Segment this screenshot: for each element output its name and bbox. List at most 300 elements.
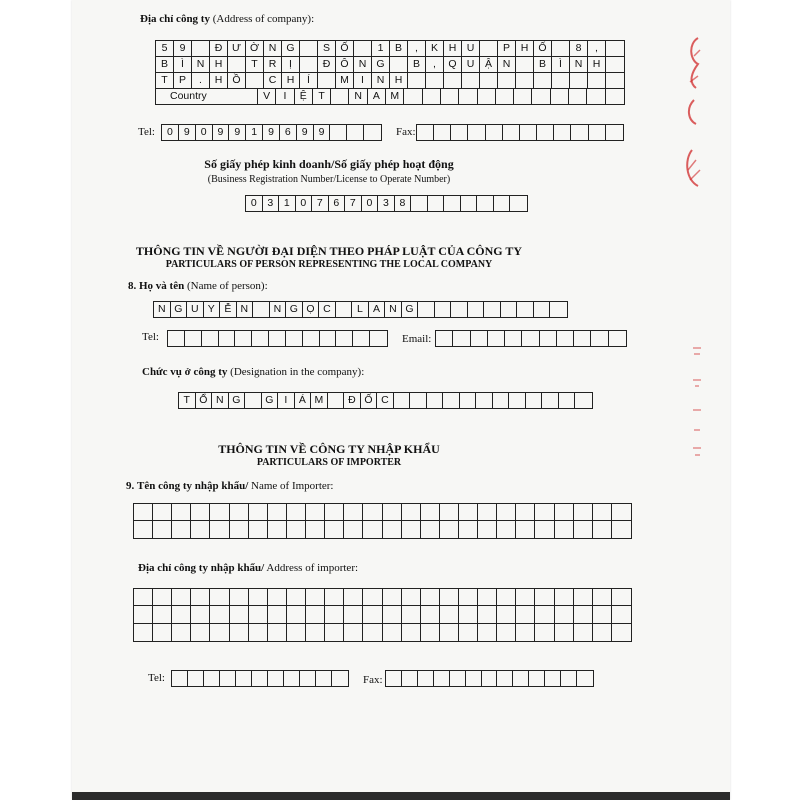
char-cell[interactable]: 0 <box>362 196 379 211</box>
char-cell[interactable]: T <box>156 73 174 88</box>
char-cell[interactable] <box>394 393 411 408</box>
char-cell[interactable] <box>434 125 451 140</box>
grid-cell[interactable] <box>440 606 459 623</box>
char-cell[interactable] <box>300 41 318 56</box>
char-cell[interactable] <box>509 393 526 408</box>
grid-cell[interactable] <box>230 521 249 538</box>
char-cell[interactable]: Ậ <box>480 57 498 72</box>
char-cell[interactable]: 0 <box>162 125 179 140</box>
license-field[interactable] <box>245 195 528 212</box>
char-cell[interactable]: Ờ <box>246 41 264 56</box>
grid-cell[interactable] <box>268 624 287 641</box>
char-cell[interactable]: 9 <box>229 125 246 140</box>
char-cell[interactable] <box>354 41 372 56</box>
char-cell[interactable]: N <box>385 302 402 317</box>
char-cell[interactable] <box>542 393 559 408</box>
grid-cell[interactable] <box>325 504 344 521</box>
char-cell[interactable]: N <box>372 73 390 88</box>
grid-cell[interactable] <box>249 521 268 538</box>
grid-cell[interactable] <box>325 521 344 538</box>
char-cell[interactable] <box>480 41 498 56</box>
char-cell[interactable] <box>493 393 510 408</box>
grid-cell[interactable] <box>325 606 344 623</box>
char-cell[interactable]: I <box>354 73 372 88</box>
grid-cell[interactable] <box>555 606 574 623</box>
char-cell[interactable]: C <box>319 302 336 317</box>
grid-cell[interactable] <box>440 504 459 521</box>
grid-cell[interactable] <box>612 606 631 623</box>
grid-cell[interactable] <box>478 521 497 538</box>
char-cell[interactable]: Ố <box>361 393 378 408</box>
grid-cell[interactable] <box>383 624 402 641</box>
grid-cell[interactable] <box>191 589 210 606</box>
grid-cell[interactable] <box>440 521 459 538</box>
char-cell[interactable] <box>532 89 550 104</box>
char-cell[interactable] <box>510 196 527 211</box>
grid-cell[interactable] <box>306 589 325 606</box>
char-cell[interactable]: H <box>282 73 300 88</box>
char-cell[interactable] <box>486 125 503 140</box>
char-cell[interactable] <box>428 196 445 211</box>
char-cell[interactable] <box>468 302 485 317</box>
char-cell[interactable] <box>192 41 210 56</box>
char-cell[interactable]: N <box>498 57 516 72</box>
char-cell[interactable]: S <box>318 41 336 56</box>
address-line-1[interactable] <box>155 40 625 57</box>
grid-cell[interactable] <box>516 606 535 623</box>
grid-cell[interactable] <box>191 521 210 538</box>
grid-cell[interactable] <box>287 521 306 538</box>
grid-cell[interactable] <box>421 589 440 606</box>
char-cell[interactable] <box>188 671 204 686</box>
grid-cell[interactable] <box>306 521 325 538</box>
char-cell[interactable] <box>501 302 518 317</box>
char-cell[interactable] <box>503 125 520 140</box>
grid-cell[interactable] <box>459 504 478 521</box>
grid-cell[interactable] <box>344 606 363 623</box>
grid-cell[interactable] <box>459 589 478 606</box>
grid-cell[interactable] <box>383 504 402 521</box>
grid-cell[interactable] <box>153 606 172 623</box>
grid-cell[interactable] <box>497 521 516 538</box>
tel-field[interactable] <box>161 124 382 141</box>
char-cell[interactable]: Q <box>444 57 462 72</box>
char-cell[interactable] <box>471 331 488 346</box>
char-cell[interactable] <box>443 393 460 408</box>
char-cell[interactable] <box>505 331 522 346</box>
char-cell[interactable] <box>386 671 402 686</box>
grid-cell[interactable] <box>516 589 535 606</box>
grid-cell[interactable] <box>459 521 478 538</box>
grid-cell[interactable] <box>344 589 363 606</box>
importer-name-grid[interactable] <box>133 503 632 539</box>
char-cell[interactable] <box>252 671 268 686</box>
char-cell[interactable] <box>606 73 624 88</box>
char-cell[interactable] <box>336 331 353 346</box>
char-cell[interactable] <box>441 89 459 104</box>
char-cell[interactable] <box>245 393 262 408</box>
grid-cell[interactable] <box>363 624 382 641</box>
grid-cell[interactable] <box>249 504 268 521</box>
grid-cell[interactable] <box>574 624 593 641</box>
char-cell[interactable] <box>498 73 516 88</box>
char-cell[interactable] <box>318 73 336 88</box>
char-cell[interactable]: T <box>313 89 331 104</box>
char-cell[interactable] <box>561 671 577 686</box>
char-cell[interactable] <box>204 671 220 686</box>
char-cell[interactable] <box>513 671 529 686</box>
grid-cell[interactable] <box>421 504 440 521</box>
char-cell[interactable]: H <box>210 57 228 72</box>
grid-cell[interactable] <box>191 504 210 521</box>
grid-cell[interactable] <box>325 624 344 641</box>
char-cell[interactable]: L <box>352 302 369 317</box>
char-cell[interactable]: 9 <box>174 41 192 56</box>
char-cell[interactable] <box>220 671 236 686</box>
char-cell[interactable]: Í <box>300 73 318 88</box>
grid-cell[interactable] <box>402 521 421 538</box>
address-line-3[interactable] <box>155 72 625 89</box>
grid-cell[interactable] <box>516 504 535 521</box>
char-cell[interactable]: 7 <box>312 196 329 211</box>
char-cell[interactable] <box>328 393 345 408</box>
char-cell[interactable] <box>185 331 202 346</box>
char-cell[interactable]: Ố <box>534 41 552 56</box>
char-cell[interactable]: M <box>386 89 404 104</box>
char-cell[interactable] <box>353 331 370 346</box>
char-cell[interactable] <box>488 331 505 346</box>
char-cell[interactable]: G <box>282 41 300 56</box>
grid-cell[interactable] <box>210 606 229 623</box>
grid-cell[interactable] <box>210 624 229 641</box>
person-email-field[interactable] <box>435 330 627 347</box>
grid-cell[interactable] <box>421 521 440 538</box>
char-cell[interactable] <box>300 671 316 686</box>
char-cell[interactable]: 0 <box>196 125 213 140</box>
grid-cell[interactable] <box>440 624 459 641</box>
char-cell[interactable] <box>435 302 452 317</box>
grid-cell[interactable] <box>306 504 325 521</box>
char-cell[interactable] <box>228 57 246 72</box>
grid-cell[interactable] <box>268 521 287 538</box>
grid-cell[interactable] <box>363 521 382 538</box>
person-tel-field[interactable] <box>167 330 388 347</box>
grid-cell[interactable] <box>574 589 593 606</box>
char-cell[interactable]: Ổ <box>196 393 213 408</box>
char-cell[interactable] <box>514 89 532 104</box>
char-cell[interactable]: B <box>408 57 426 72</box>
char-cell[interactable]: Ồ <box>228 73 246 88</box>
char-cell[interactable]: I <box>278 393 295 408</box>
char-cell[interactable] <box>450 671 466 686</box>
grid-cell[interactable] <box>172 504 191 521</box>
grid-cell[interactable] <box>153 504 172 521</box>
char-cell[interactable] <box>460 393 477 408</box>
char-cell[interactable]: C <box>264 73 282 88</box>
char-cell[interactable]: Ọ <box>303 302 320 317</box>
char-cell[interactable] <box>410 393 427 408</box>
char-cell[interactable]: M <box>311 393 328 408</box>
grid-cell[interactable] <box>287 589 306 606</box>
char-cell[interactable]: 0 <box>296 196 313 211</box>
grid-cell[interactable] <box>344 624 363 641</box>
person-name-field[interactable] <box>153 301 568 318</box>
grid-cell[interactable] <box>612 624 631 641</box>
char-cell[interactable] <box>480 73 498 88</box>
char-cell[interactable] <box>609 331 626 346</box>
char-cell[interactable]: N <box>349 89 367 104</box>
char-cell[interactable] <box>453 331 470 346</box>
char-cell[interactable] <box>347 125 364 140</box>
char-cell[interactable]: 1 <box>279 196 296 211</box>
char-cell[interactable] <box>516 73 534 88</box>
char-cell[interactable]: 0 <box>246 196 263 211</box>
char-cell[interactable] <box>484 302 501 317</box>
grid-cell[interactable] <box>287 624 306 641</box>
char-cell[interactable] <box>461 196 478 211</box>
char-cell[interactable]: N <box>154 302 171 317</box>
char-cell[interactable] <box>575 393 592 408</box>
char-cell[interactable]: R <box>264 57 282 72</box>
grid-cell[interactable] <box>172 589 191 606</box>
grid-cell[interactable] <box>535 504 554 521</box>
char-cell[interactable] <box>468 125 485 140</box>
char-cell[interactable]: Đ <box>344 393 361 408</box>
char-cell[interactable] <box>219 331 236 346</box>
grid-cell[interactable] <box>535 521 554 538</box>
grid-cell[interactable] <box>134 521 153 538</box>
char-cell[interactable]: Ư <box>228 41 246 56</box>
char-cell[interactable]: B <box>156 57 174 72</box>
char-cell[interactable]: N <box>354 57 372 72</box>
grid-cell[interactable] <box>402 606 421 623</box>
char-cell[interactable]: P <box>498 41 516 56</box>
grid-cell[interactable] <box>363 589 382 606</box>
importer-address-grid[interactable] <box>133 588 632 642</box>
grid-cell[interactable] <box>612 504 631 521</box>
char-cell[interactable] <box>526 393 543 408</box>
char-cell[interactable]: Ì <box>174 57 192 72</box>
char-cell[interactable]: 9 <box>314 125 331 140</box>
char-cell[interactable] <box>478 89 496 104</box>
char-cell[interactable] <box>551 89 569 104</box>
char-cell[interactable] <box>459 89 477 104</box>
grid-cell[interactable] <box>593 606 612 623</box>
char-cell[interactable] <box>540 331 557 346</box>
char-cell[interactable]: B <box>534 57 552 72</box>
char-cell[interactable] <box>444 73 462 88</box>
char-cell[interactable]: 8 <box>570 41 588 56</box>
char-cell[interactable]: Ì <box>552 57 570 72</box>
grid-cell[interactable] <box>230 606 249 623</box>
char-cell[interactable] <box>574 331 591 346</box>
grid-cell[interactable] <box>210 521 229 538</box>
grid-cell[interactable] <box>344 521 363 538</box>
grid-cell[interactable] <box>191 606 210 623</box>
grid-cell[interactable] <box>249 589 268 606</box>
char-cell[interactable] <box>559 393 576 408</box>
grid-cell[interactable] <box>478 624 497 641</box>
char-cell[interactable] <box>235 331 252 346</box>
char-cell[interactable]: 6 <box>280 125 297 140</box>
char-cell[interactable]: H <box>588 57 606 72</box>
char-cell[interactable]: Ễ <box>220 302 237 317</box>
grid-cell[interactable] <box>172 606 191 623</box>
char-cell[interactable]: Y <box>204 302 221 317</box>
grid-cell[interactable] <box>172 521 191 538</box>
char-cell[interactable] <box>476 393 493 408</box>
char-cell[interactable] <box>462 73 480 88</box>
grid-cell[interactable] <box>153 589 172 606</box>
char-cell[interactable] <box>482 671 498 686</box>
char-cell[interactable]: Đ <box>210 41 228 56</box>
char-cell[interactable]: N <box>212 393 229 408</box>
char-cell[interactable]: Đ <box>318 57 336 72</box>
grid-cell[interactable] <box>363 606 382 623</box>
char-cell[interactable]: A <box>368 89 386 104</box>
char-cell[interactable] <box>172 671 188 686</box>
grid-cell[interactable] <box>344 504 363 521</box>
char-cell[interactable] <box>269 331 286 346</box>
char-cell[interactable]: I <box>276 89 294 104</box>
grid-cell[interactable] <box>383 606 402 623</box>
grid-cell[interactable] <box>402 589 421 606</box>
grid-cell[interactable] <box>325 589 344 606</box>
char-cell[interactable] <box>569 89 587 104</box>
grid-cell[interactable] <box>497 606 516 623</box>
char-cell[interactable] <box>606 89 624 104</box>
char-cell[interactable] <box>606 41 624 56</box>
char-cell[interactable]: Ệ <box>295 89 313 104</box>
char-cell[interactable]: 9 <box>179 125 196 140</box>
char-cell[interactable] <box>303 331 320 346</box>
char-cell[interactable] <box>451 125 468 140</box>
grid-cell[interactable] <box>230 624 249 641</box>
char-cell[interactable]: 7 <box>345 196 362 211</box>
char-cell[interactable]: , <box>426 57 444 72</box>
grid-cell[interactable] <box>172 624 191 641</box>
char-cell[interactable] <box>253 302 270 317</box>
importer-fax-field[interactable] <box>385 670 594 687</box>
grid-cell[interactable] <box>574 521 593 538</box>
char-cell[interactable]: Ị <box>282 57 300 72</box>
grid-cell[interactable] <box>440 589 459 606</box>
grid-cell[interactable] <box>383 521 402 538</box>
grid-cell[interactable] <box>497 589 516 606</box>
char-cell[interactable]: B <box>390 41 408 56</box>
grid-cell[interactable] <box>593 521 612 538</box>
grid-cell[interactable] <box>383 589 402 606</box>
char-cell[interactable]: Á <box>295 393 312 408</box>
char-cell[interactable] <box>246 73 264 88</box>
grid-cell[interactable] <box>134 624 153 641</box>
char-cell[interactable] <box>236 671 252 686</box>
char-cell[interactable] <box>522 331 539 346</box>
char-cell[interactable]: H <box>516 41 534 56</box>
char-cell[interactable] <box>408 73 426 88</box>
char-cell[interactable]: 3 <box>378 196 395 211</box>
char-cell[interactable] <box>550 302 567 317</box>
char-cell[interactable]: N <box>264 41 282 56</box>
grid-cell[interactable] <box>191 624 210 641</box>
grid-cell[interactable] <box>497 504 516 521</box>
char-cell[interactable]: H <box>210 73 228 88</box>
grid-cell[interactable] <box>421 624 440 641</box>
country-row[interactable] <box>155 88 625 105</box>
char-cell[interactable] <box>606 125 623 140</box>
char-cell[interactable] <box>577 671 593 686</box>
char-cell[interactable]: 5 <box>156 41 174 56</box>
grid-cell[interactable] <box>268 504 287 521</box>
char-cell[interactable] <box>466 671 482 686</box>
char-cell[interactable] <box>286 331 303 346</box>
char-cell[interactable]: 1 <box>372 41 390 56</box>
char-cell[interactable] <box>320 331 337 346</box>
grid-cell[interactable] <box>478 504 497 521</box>
grid-cell[interactable] <box>421 606 440 623</box>
grid-cell[interactable] <box>134 504 153 521</box>
char-cell[interactable]: 8 <box>395 196 412 211</box>
char-cell[interactable]: 9 <box>263 125 280 140</box>
char-cell[interactable] <box>426 73 444 88</box>
char-cell[interactable] <box>330 125 347 140</box>
grid-cell[interactable] <box>230 504 249 521</box>
char-cell[interactable]: G <box>372 57 390 72</box>
char-cell[interactable] <box>168 331 185 346</box>
char-cell[interactable] <box>520 125 537 140</box>
grid-cell[interactable] <box>134 589 153 606</box>
grid-cell[interactable] <box>249 624 268 641</box>
char-cell[interactable]: G <box>229 393 246 408</box>
char-cell[interactable] <box>496 89 514 104</box>
grid-cell[interactable] <box>516 624 535 641</box>
char-cell[interactable]: G <box>286 302 303 317</box>
char-cell[interactable]: 3 <box>263 196 280 211</box>
char-cell[interactable] <box>444 196 461 211</box>
char-cell[interactable] <box>268 671 284 686</box>
grid-cell[interactable] <box>555 521 574 538</box>
char-cell[interactable]: U <box>462 41 480 56</box>
char-cell[interactable] <box>252 331 269 346</box>
char-cell[interactable] <box>537 125 554 140</box>
char-cell[interactable] <box>370 331 387 346</box>
char-cell[interactable]: H <box>390 73 408 88</box>
char-cell[interactable] <box>336 302 353 317</box>
char-cell[interactable] <box>497 671 513 686</box>
char-cell[interactable]: T <box>179 393 196 408</box>
grid-cell[interactable] <box>230 589 249 606</box>
char-cell[interactable] <box>436 331 453 346</box>
char-cell[interactable] <box>331 89 349 104</box>
grid-cell[interactable] <box>306 624 325 641</box>
char-cell[interactable] <box>516 57 534 72</box>
char-cell[interactable] <box>390 57 408 72</box>
char-cell[interactable] <box>427 393 444 408</box>
grid-cell[interactable] <box>134 606 153 623</box>
char-cell[interactable] <box>557 331 574 346</box>
char-cell[interactable] <box>529 671 545 686</box>
char-cell[interactable] <box>411 196 428 211</box>
grid-cell[interactable] <box>268 606 287 623</box>
char-cell[interactable] <box>402 671 418 686</box>
char-cell[interactable] <box>332 671 348 686</box>
char-cell[interactable]: T <box>246 57 264 72</box>
char-cell[interactable]: U <box>462 57 480 72</box>
char-cell[interactable] <box>589 125 606 140</box>
grid-cell[interactable] <box>516 521 535 538</box>
char-cell[interactable] <box>417 125 434 140</box>
char-cell[interactable]: 6 <box>329 196 346 211</box>
